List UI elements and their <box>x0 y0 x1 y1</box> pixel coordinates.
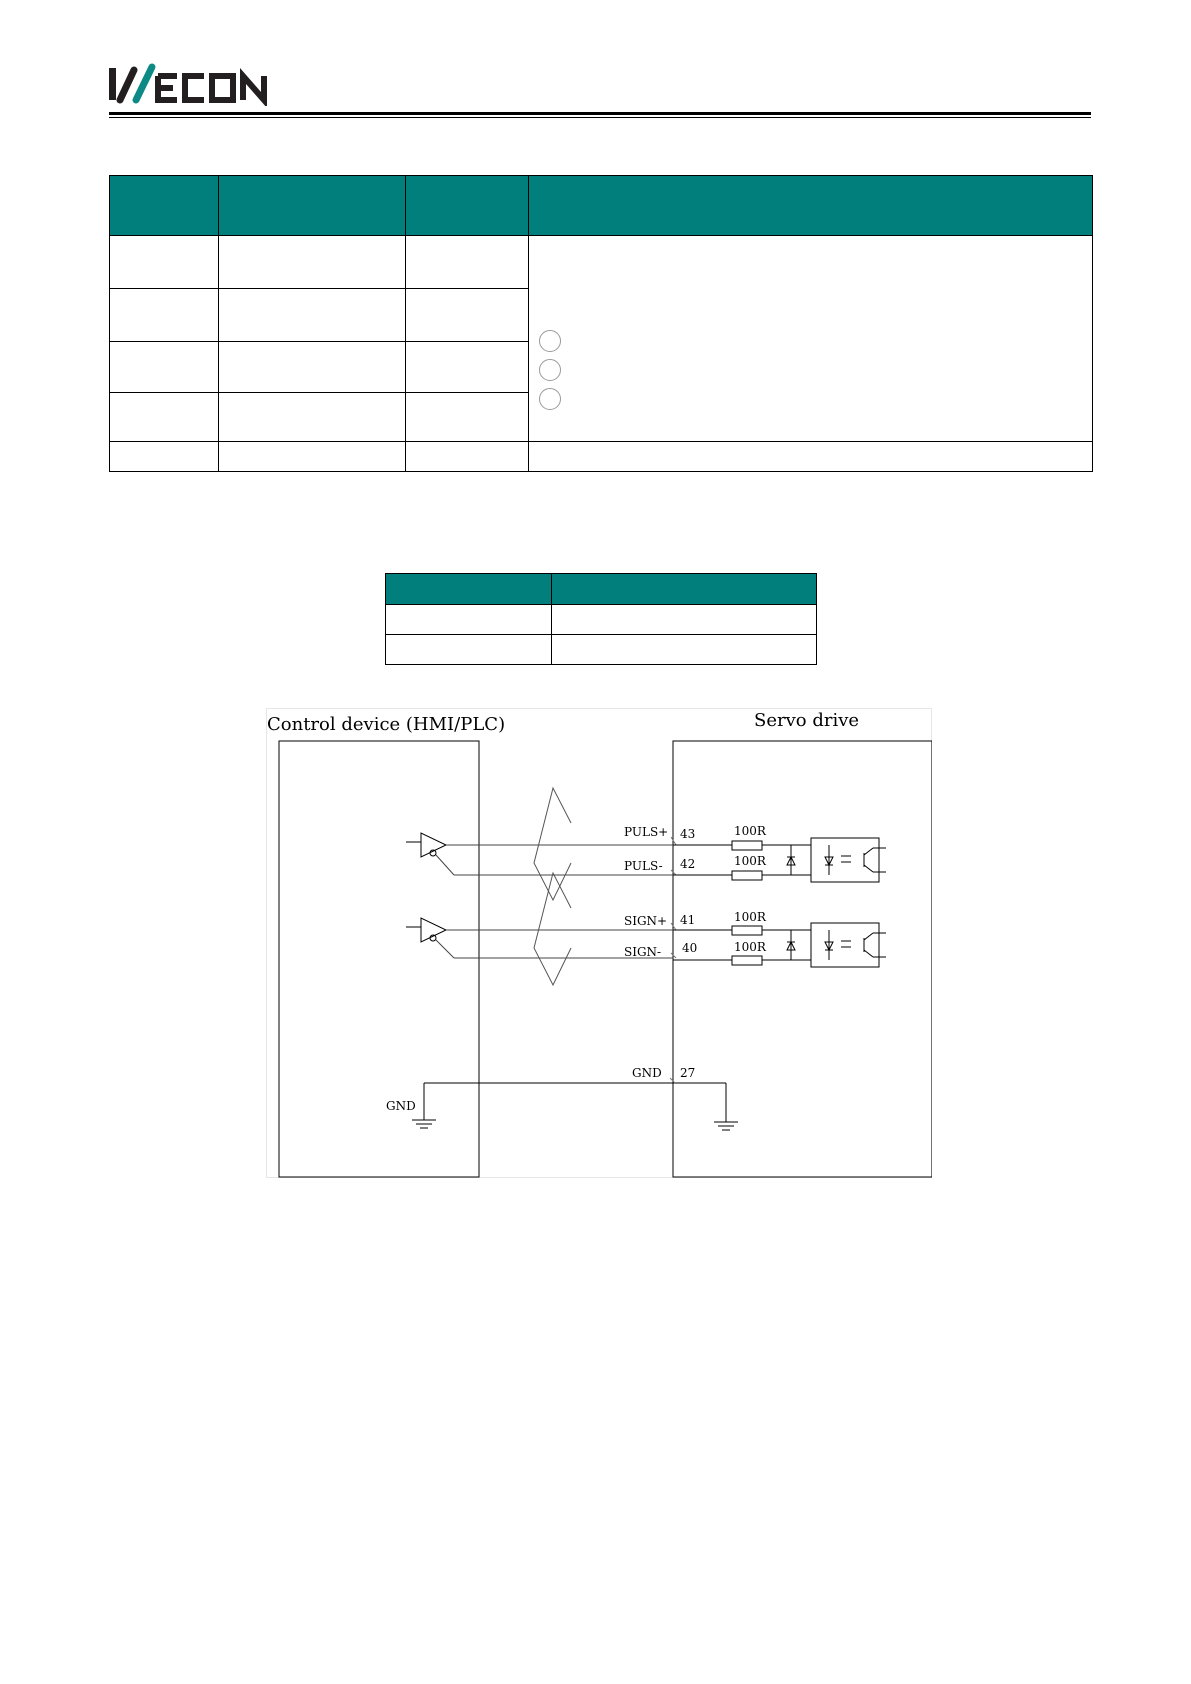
table-cell <box>110 393 219 442</box>
table-cell <box>110 289 219 342</box>
signal-label: PULS- <box>624 859 663 873</box>
signal-label: SIGN- <box>624 945 662 959</box>
table-cell <box>219 442 406 472</box>
gnd-label: GND <box>632 1066 662 1080</box>
optocoupler-icon <box>811 923 879 967</box>
table-header-cell <box>529 176 1093 236</box>
control-device-box <box>279 741 479 1177</box>
resistor-label: 100R <box>734 940 766 954</box>
servo-drive-label: Servo drive <box>754 710 860 731</box>
option-marker <box>539 359 561 381</box>
resistor-label: 100R <box>734 910 766 924</box>
parameter-table <box>109 175 1093 472</box>
resistor-icon <box>732 841 762 850</box>
line-driver-icon <box>421 833 446 857</box>
resistor-icon <box>732 956 762 965</box>
gnd-label: GND <box>386 1099 416 1113</box>
pin-number: 27 <box>680 1066 696 1080</box>
table-cell <box>219 393 406 442</box>
table-cell <box>219 289 406 342</box>
control-device-label: Control device (HMI/PLC) <box>267 714 506 735</box>
table-header-cell <box>406 176 529 236</box>
table-cell <box>406 289 529 342</box>
table-cell <box>406 236 529 289</box>
pin-number: 43 <box>680 827 696 841</box>
table-cell <box>406 442 529 472</box>
resistor-label: 100R <box>734 824 766 838</box>
table-cell <box>386 605 552 635</box>
table-cell <box>406 393 529 442</box>
gnd-connection <box>386 1066 738 1130</box>
twisted-pair-icon <box>534 788 571 900</box>
wiring-diagram <box>266 708 932 1178</box>
table-header-cell <box>386 574 552 605</box>
header-rule <box>109 112 1091 115</box>
ground-icon <box>714 1122 738 1130</box>
table-cell <box>219 342 406 393</box>
table-header-cell <box>552 574 817 605</box>
signal-table <box>385 573 817 665</box>
diagram-frame <box>267 709 932 1178</box>
resistor-icon <box>732 871 762 880</box>
wecon-logo <box>109 62 315 106</box>
twisted-pair-icon <box>534 873 571 985</box>
option-marker <box>539 388 561 410</box>
table-cell <box>110 442 219 472</box>
table-cell <box>406 342 529 393</box>
table-cell <box>552 635 817 665</box>
table-cell <box>110 236 219 289</box>
pin-number: 42 <box>680 857 696 871</box>
table-header-cell <box>110 176 219 236</box>
table-cell <box>529 442 1093 472</box>
servo-drive-box <box>673 741 932 1177</box>
ground-icon <box>412 1120 436 1128</box>
description-cell <box>529 236 1093 442</box>
table-cell <box>110 342 219 393</box>
pin-number: 41 <box>680 913 696 927</box>
resistor-icon <box>732 926 762 935</box>
line-driver-icon <box>421 918 446 942</box>
table-cell <box>386 635 552 665</box>
optocoupler-icon <box>811 838 879 882</box>
pin-number: 40 <box>682 941 698 955</box>
sign-channel <box>406 873 886 985</box>
signal-label: SIGN+ <box>624 914 668 928</box>
puls-channel <box>406 788 886 900</box>
table-cell <box>552 605 817 635</box>
header-rule-thin <box>109 117 1091 118</box>
table-header-cell <box>219 176 406 236</box>
signal-label: PULS+ <box>624 825 669 839</box>
table-cell <box>219 236 406 289</box>
option-marker <box>539 330 561 352</box>
resistor-label: 100R <box>734 854 766 868</box>
